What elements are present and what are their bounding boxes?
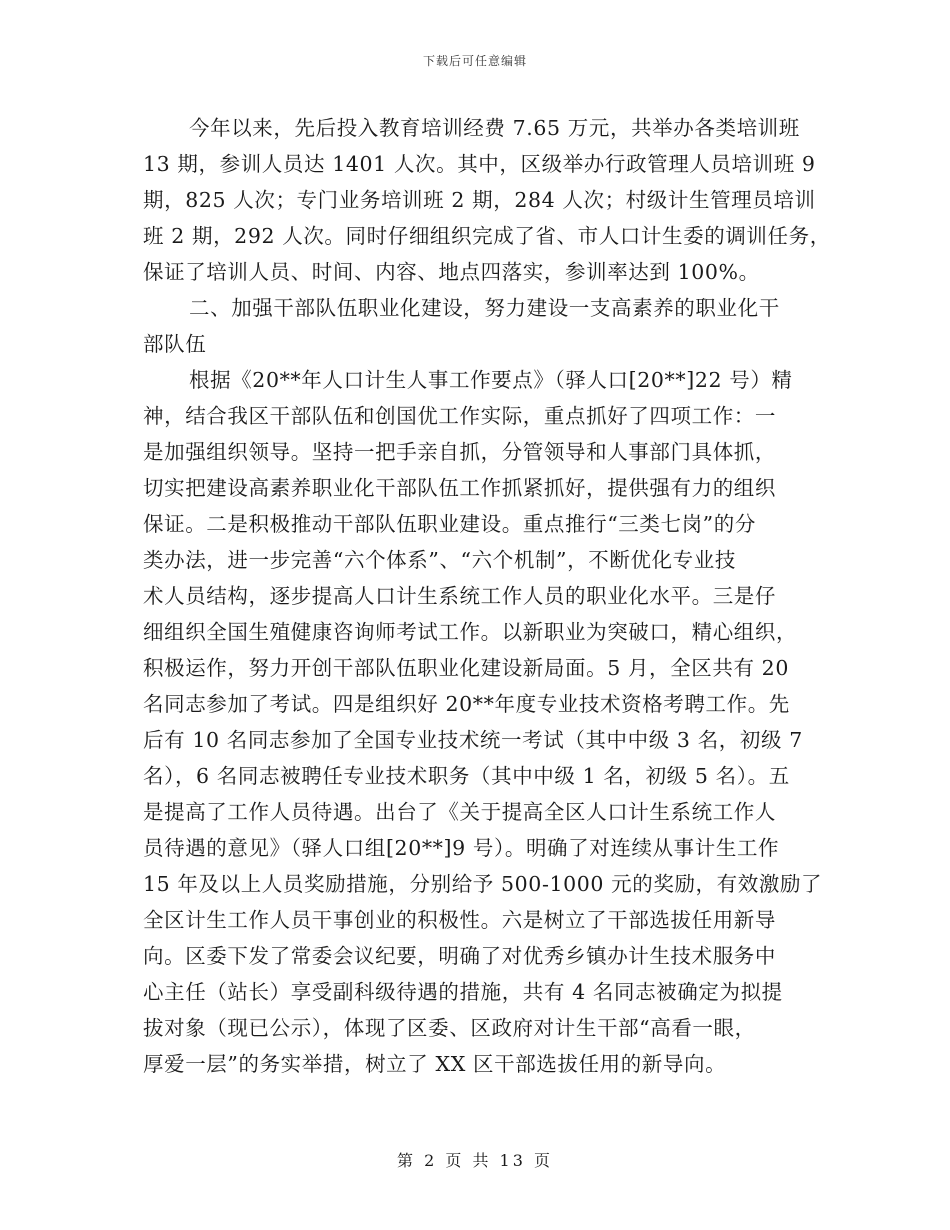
document-body bbox=[143, 110, 831, 1082]
paragraph-line: 厚爱一层”的务实举措，树立了 XX 区干部选拔任用的新导向。 bbox=[143, 1052, 727, 1076]
paragraph-line: 心主任（站长）享受副科级待遇的措施，共有 4 名同志被确定为拟提 bbox=[143, 980, 783, 1004]
paragraph-line: 积极运作，努力开创干部队伍职业化建设新局面。5 月，全区共有 20 bbox=[143, 656, 789, 680]
paragraph-line: 保证。二是积极推动干部队伍职业建设。重点推行“三类七岗”的分 bbox=[143, 512, 756, 536]
paragraph-line: 员待遇的意见》（驿人口组[20**]9 号）。明确了对连续从事计生工作 bbox=[143, 836, 780, 860]
paragraph-line: 后有 10 名同志参加了全国专业技术统一考试（其中中级 3 名，初级 7 bbox=[143, 728, 803, 752]
section-heading-line: 二、加强干部队伍职业化建设，努力建设一支高素养的职业化干 bbox=[189, 296, 780, 320]
paragraph-line: 期，825 人次；专门业务培训班 2 期，284 人次；村级计生管理员培训 bbox=[143, 188, 816, 212]
paragraph-line: 班 2 期，292 人次。同时仔细组织完成了省、市人口计生委的调训任务， bbox=[143, 224, 831, 248]
paragraph-line: 名），6 名同志被聘任专业技术职务（其中中级 1 名，初级 5 名）。五 bbox=[143, 764, 790, 788]
paragraph-line: 13 期，参训人员达 1401 人次。其中，区级举办行政管理人员培训班 9 bbox=[143, 152, 816, 176]
section-heading-line: 部队伍 bbox=[143, 332, 207, 356]
paragraph-line: 名同志参加了考试。四是组织好 20**年度专业技术资格考聘工作。先 bbox=[143, 692, 790, 716]
paragraph-line: 全区计生工作人员干事创业的积极性。六是树立了干部选拔任用新导 bbox=[143, 908, 776, 932]
paragraph-line: 保证了培训人员、时间、内容、地点四落实，参训率达到 100%。 bbox=[143, 260, 760, 284]
paragraph-line: 是提高了工作人员待遇。出台了《关于提高全区人口计生系统工作人 bbox=[143, 800, 776, 824]
page-number-footer: 第 2 页 共 13 页 bbox=[397, 1151, 553, 1170]
paragraph-line: 拔对象（现已公示），体现了区委、区政府对计生干部“高看一眼， bbox=[143, 1016, 756, 1040]
paragraph-line: 细组织全国生殖健康咨询师考试工作。以新职业为突破口，精心组织， bbox=[143, 620, 798, 644]
paragraph-line: 术人员结构，逐步提高人口计生系统工作人员的职业化水平。三是仔 bbox=[143, 584, 776, 608]
paragraph-line: 向。区委下发了常委会议纪要，明确了对优秀乡镇办计生技术服务中 bbox=[143, 944, 776, 968]
paragraph-line: 切实把建设高素养职业化干部队伍工作抓紧抓好，提供强有力的组织 bbox=[143, 476, 776, 500]
paragraph-line: 神，结合我区干部队伍和创国优工作实际，重点抓好了四项工作：一 bbox=[143, 404, 776, 428]
paragraph-line: 根据《20**年人口计生人事工作要点》（驿人口[20**]22 号）精 bbox=[189, 368, 793, 392]
paragraph-line: 15 年及以上人员奖励措施，分别给予 500-1000 元的奖励，有效激励了 bbox=[143, 872, 823, 896]
header-note: 下载后可任意编辑 bbox=[422, 54, 527, 68]
paragraph-line: 是加强组织领导。坚持一把手亲自抓，分管领导和人事部门具体抓， bbox=[143, 440, 776, 464]
paragraph-line: 类办法，进一步完善“六个体系”、“六个机制”，不断优化专业技 bbox=[143, 548, 736, 572]
paragraph-line: 今年以来，先后投入教育培训经费 7.65 万元，共举办各类培训班 bbox=[189, 116, 800, 140]
